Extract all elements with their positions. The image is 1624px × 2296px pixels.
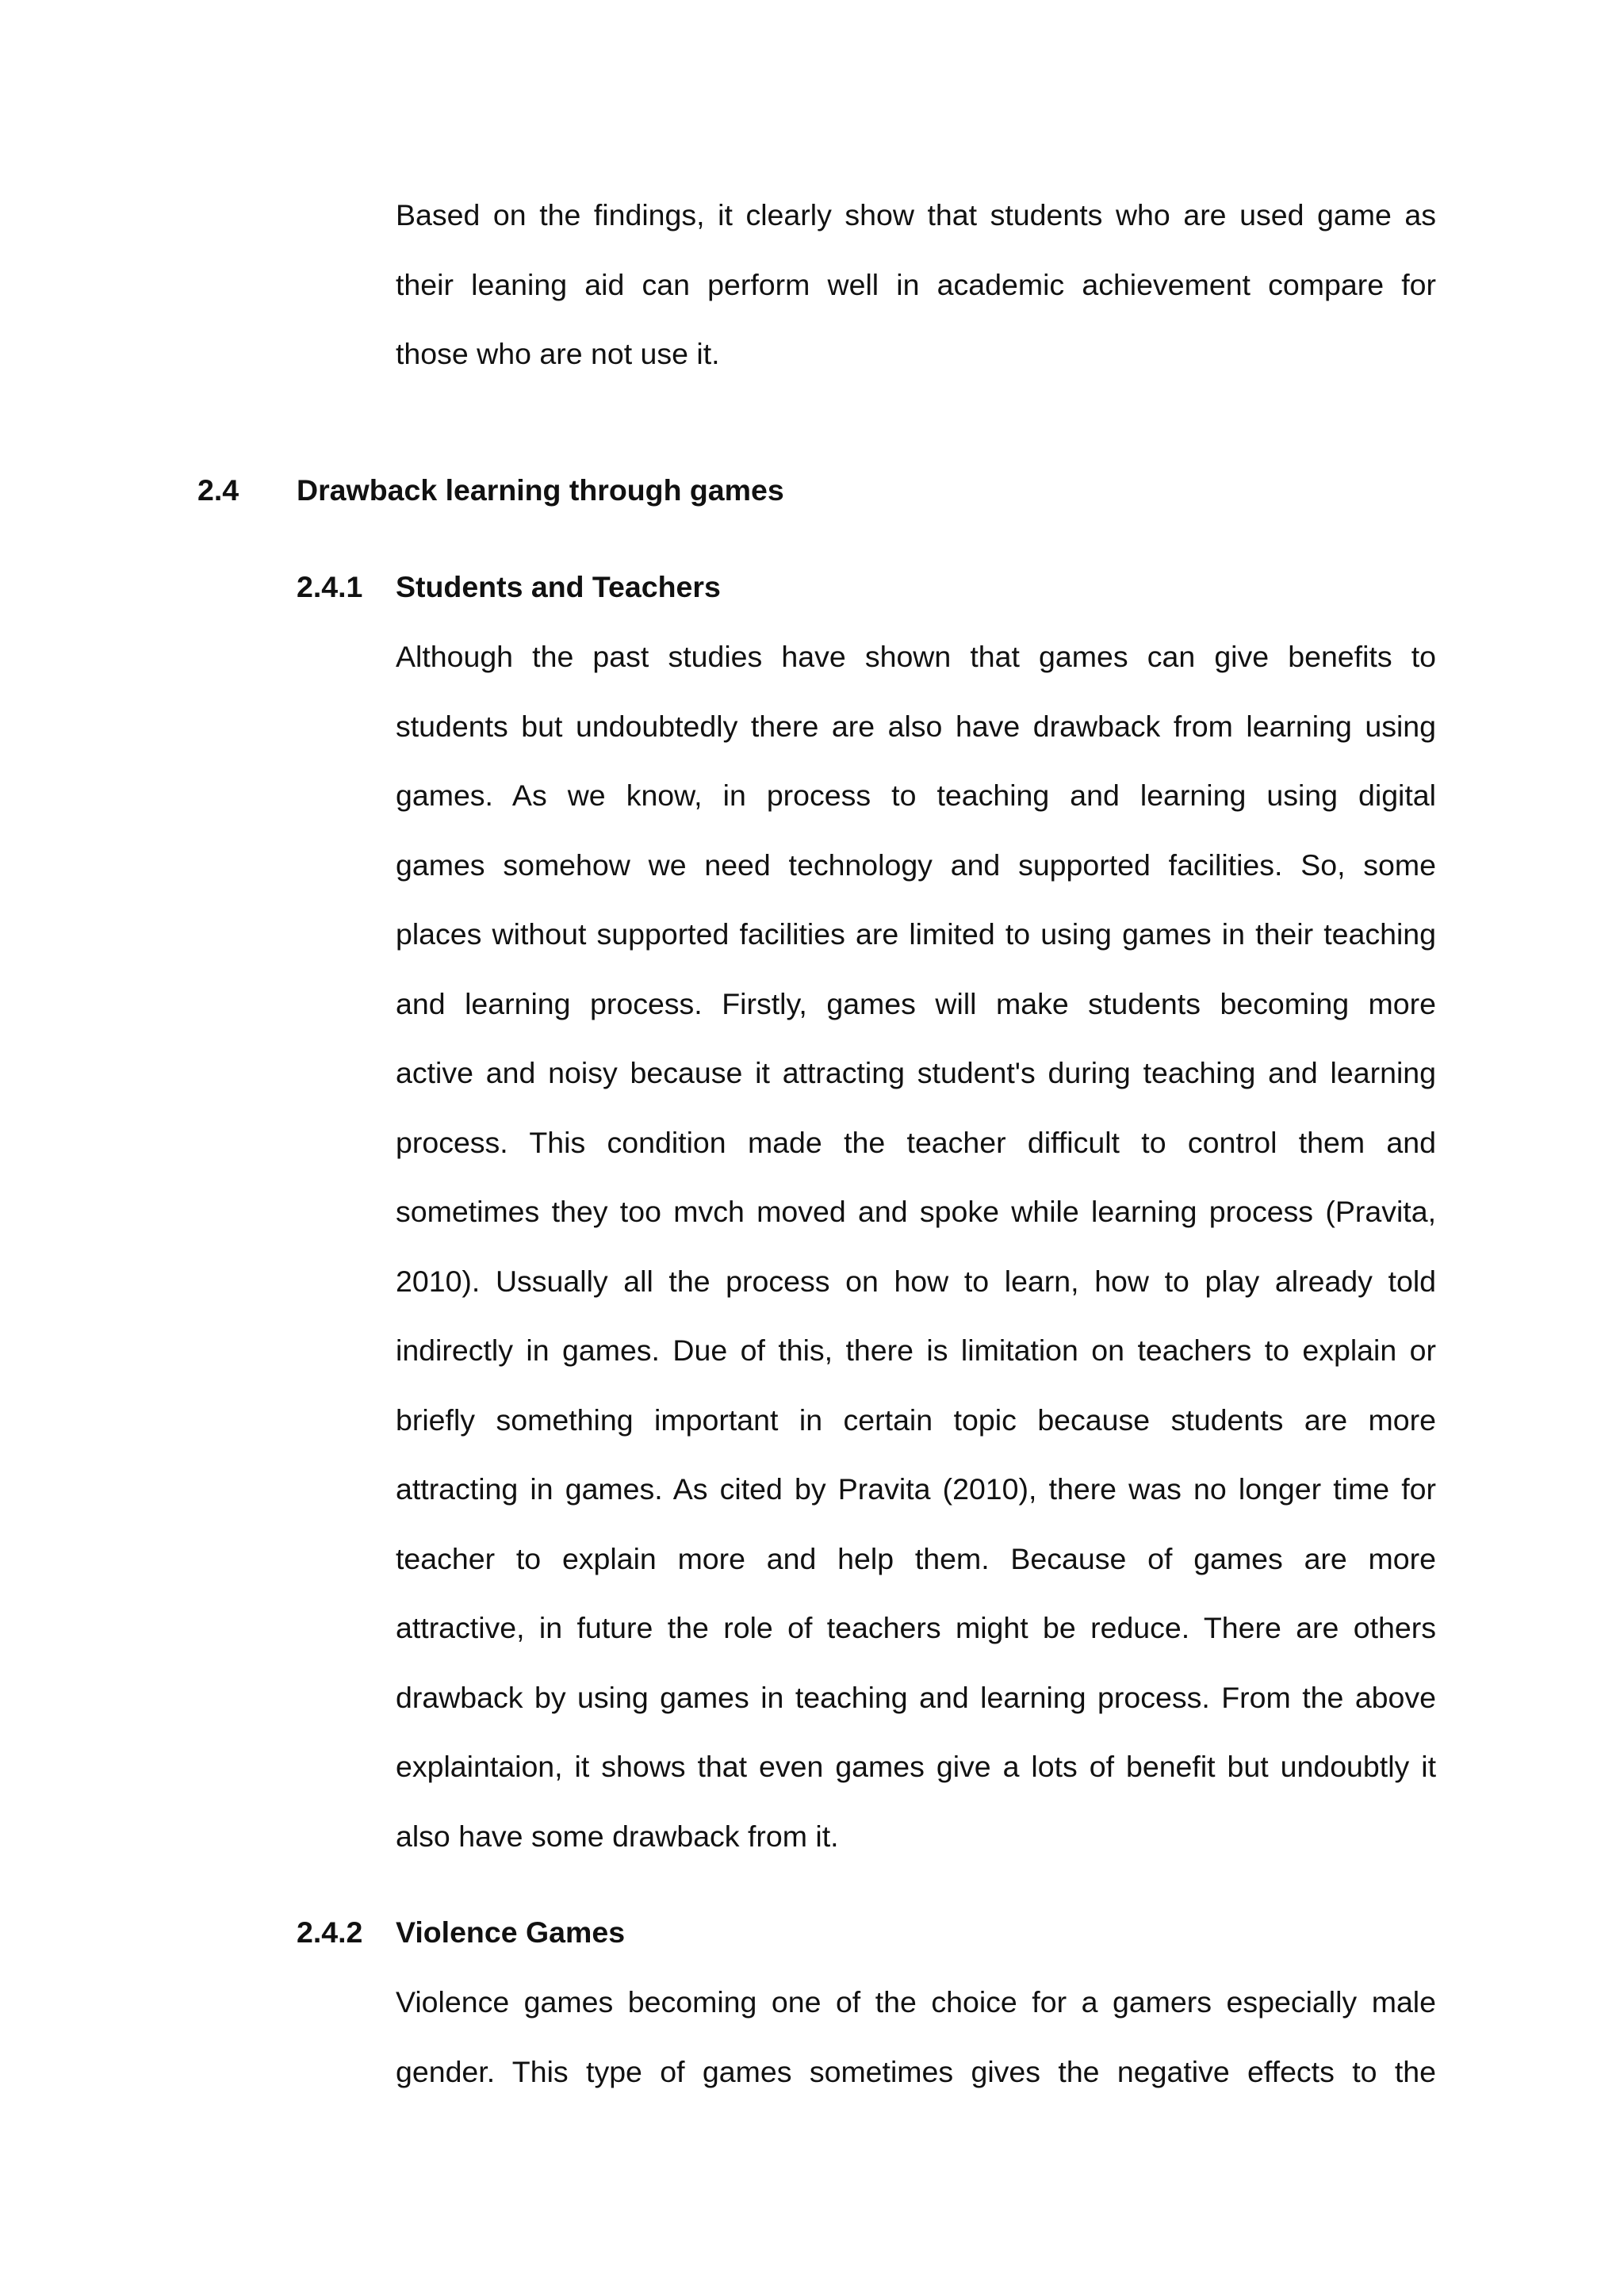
text-line: their leaning aid can perform well in academic achievement compare for — [396, 267, 1436, 301]
text-line: explaintaion, it shows that even games give a lots of benefit but undoubtly it — [396, 1750, 1436, 1783]
violence-games-paragraph — [396, 1968, 1436, 2107]
section-number: 2.4 — [197, 473, 239, 507]
text-line: active and noisy because it attracting student's during teaching and learning — [396, 1056, 1436, 1089]
text-line: sometimes they too mvch moved and spoke while learning process (Pravita, — [396, 1195, 1436, 1228]
subsection-title: Students and Teachers — [396, 570, 721, 603]
text-line: attracting in games. As cited by Pravita (2010), there was no longer time for — [396, 1472, 1436, 1506]
text-line: briefly something important in certain topic because students are more — [396, 1402, 1436, 1437]
text-line: Based on the findings, it clearly show that students who are used game as — [396, 198, 1436, 232]
text-line: those who are not use it. — [396, 337, 720, 370]
text-line: indirectly in games. Due of this, there is limitation on teachers to explain or — [396, 1334, 1436, 1367]
intro-paragraph — [396, 181, 1436, 389]
text-line: games somehow we need technology and supported facilities. So, some — [396, 848, 1436, 882]
text-line: and learning process. Firstly, games will make students becoming more — [396, 986, 1436, 1020]
section-title: Drawback learning through games — [297, 473, 784, 507]
text-line: games. As we know, in process to teaching and learning using digital — [396, 779, 1436, 812]
text-line: 2010). Ussually all the process on how to learn, how to play already told — [396, 1264, 1436, 1298]
text-line: gender. This type of games sometimes gives the negative effects to the — [396, 2054, 1436, 2088]
subsection-number: 2.4.1 — [297, 570, 363, 603]
text-line: also have some drawback from it. — [396, 1819, 839, 1853]
text-line: Violence games becoming one of the choice for a gamers especially male — [396, 1985, 1436, 2019]
text-line: Although the past studies have shown that games can give benefits to — [396, 640, 1436, 673]
text-line: places without supported facilities are limited to using games in their teaching — [396, 917, 1436, 951]
subsection-title: Violence Games — [396, 1915, 626, 1949]
subsection-number: 2.4.2 — [297, 1915, 363, 1949]
text-line: drawback by using games in teaching and learning process. From the above — [396, 1680, 1436, 1714]
text-line: teacher to explain more and help them. Because of games are more — [396, 1541, 1436, 1575]
text-line: students but undoubtedly there are also have drawback from learning using — [396, 709, 1436, 743]
text-line: attractive, in future the role of teachers might be reduce. There are others — [396, 1611, 1436, 1644]
students-teachers-paragraph — [396, 622, 1436, 1871]
text-line: process. This condition made the teacher difficult to control them and — [396, 1125, 1436, 1159]
